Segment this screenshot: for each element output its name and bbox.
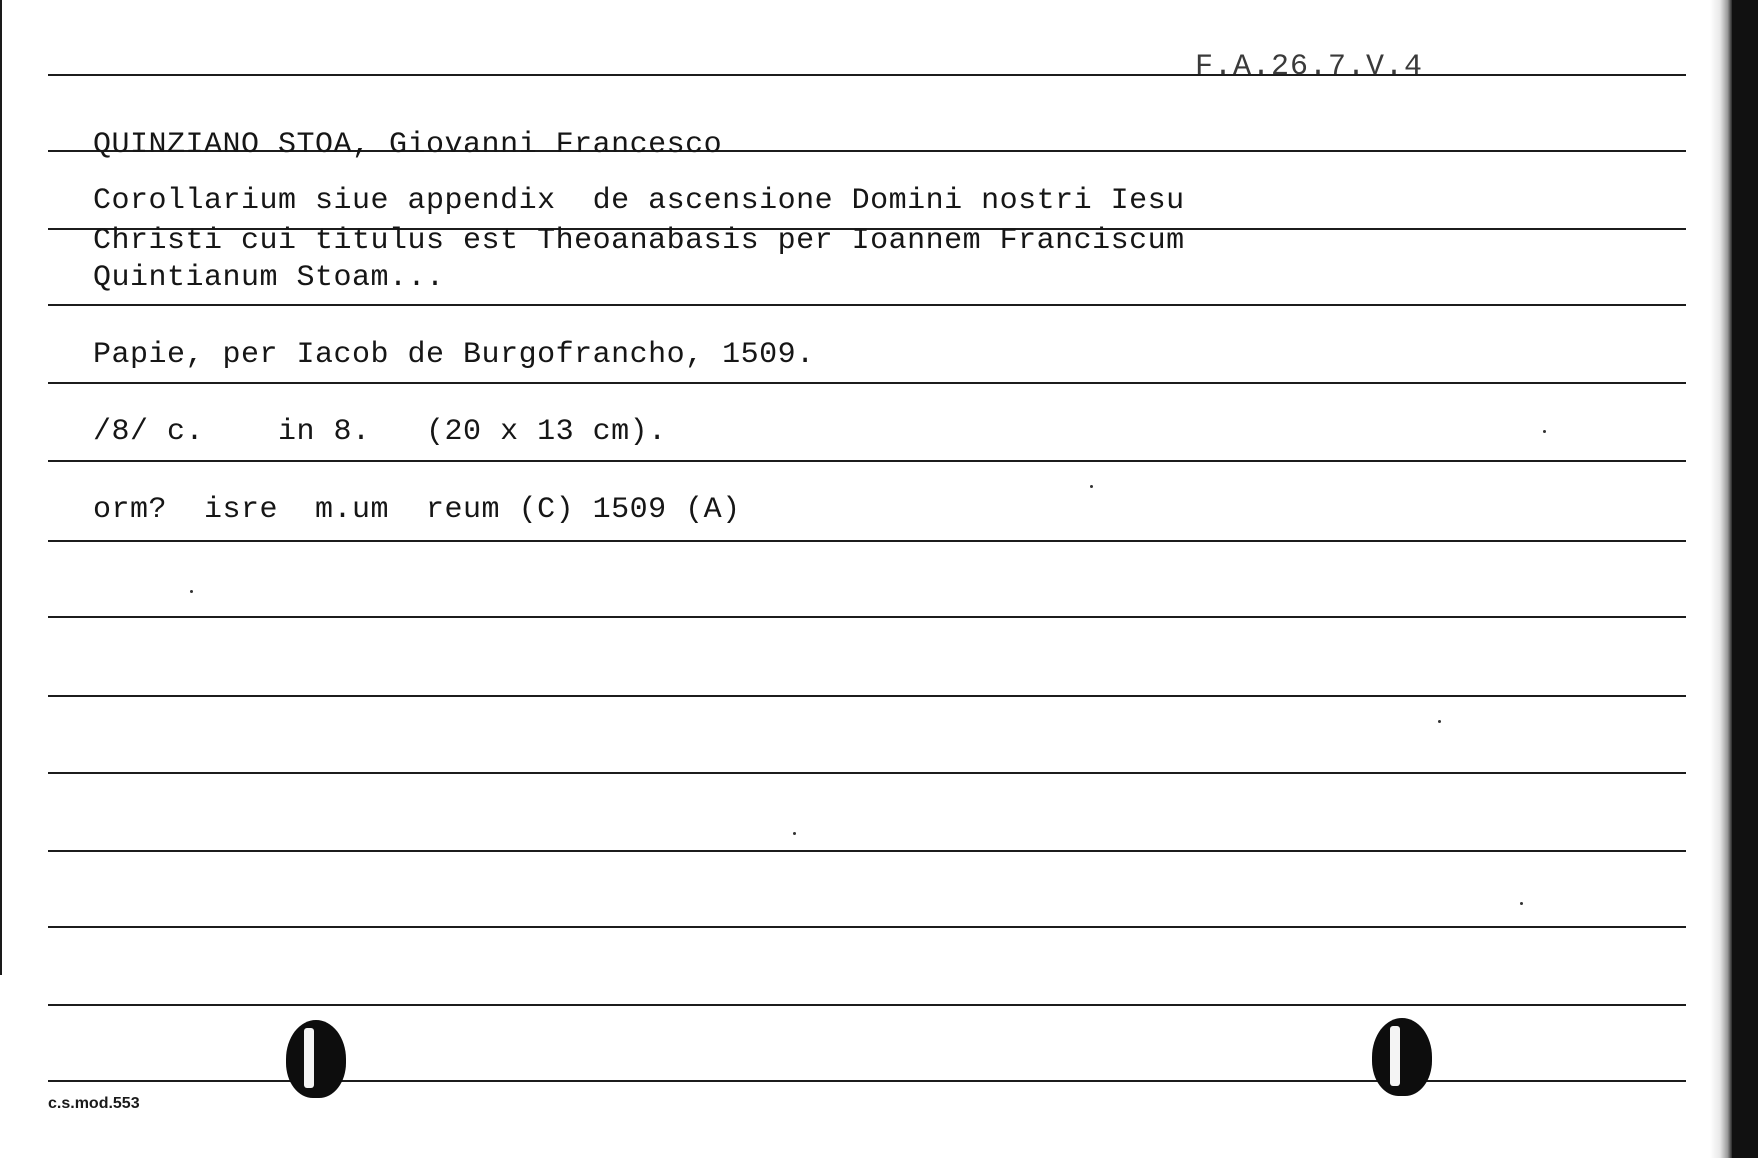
scan-speck bbox=[1090, 485, 1093, 488]
card-rule bbox=[48, 850, 1686, 852]
punch-hole-left bbox=[286, 1020, 346, 1098]
title-line-1: Corollarium siue appendix de ascensione Domini nostri Iesu bbox=[93, 184, 1185, 218]
imprint-line: Papie, per Iacob de Burgofrancho, 1509. bbox=[93, 338, 815, 372]
scan-speck bbox=[190, 590, 193, 593]
card-rule bbox=[48, 460, 1686, 462]
card-rule bbox=[48, 382, 1686, 384]
scan-speck bbox=[1520, 902, 1523, 905]
scan-speck bbox=[793, 832, 796, 835]
shelfmark: F.A.26.7.V.4 bbox=[1195, 50, 1424, 84]
card-rule bbox=[48, 926, 1686, 928]
card-left-edge bbox=[0, 0, 2, 975]
card-rule bbox=[48, 772, 1686, 774]
scanner-border bbox=[1732, 0, 1758, 1158]
card-rule bbox=[48, 1004, 1686, 1006]
card-rule bbox=[48, 695, 1686, 697]
card-rule bbox=[48, 540, 1686, 542]
form-code: c.s.mod.553 bbox=[48, 1095, 140, 1112]
title-line-3: Quintianum Stoam... bbox=[93, 261, 445, 295]
fingerprint-line: orm? isre m.um reum (C) 1509 (A) bbox=[93, 493, 741, 527]
card-rule bbox=[48, 74, 1686, 76]
author-heading: QUINZIANO STOA, Giovanni Francesco bbox=[93, 128, 723, 162]
punch-hole-right bbox=[1372, 1018, 1432, 1096]
card-rule bbox=[48, 304, 1686, 306]
card-right-shadow bbox=[1710, 0, 1732, 1158]
card-rule bbox=[48, 616, 1686, 618]
scan-speck bbox=[1438, 720, 1441, 723]
title-line-2: Christi cui titulus est Theoanabasis per Ioannem Franciscum bbox=[93, 224, 1185, 258]
scan-speck bbox=[1543, 430, 1546, 433]
collation-line: /8/ c. in 8. (20 x 13 cm). bbox=[93, 415, 667, 449]
